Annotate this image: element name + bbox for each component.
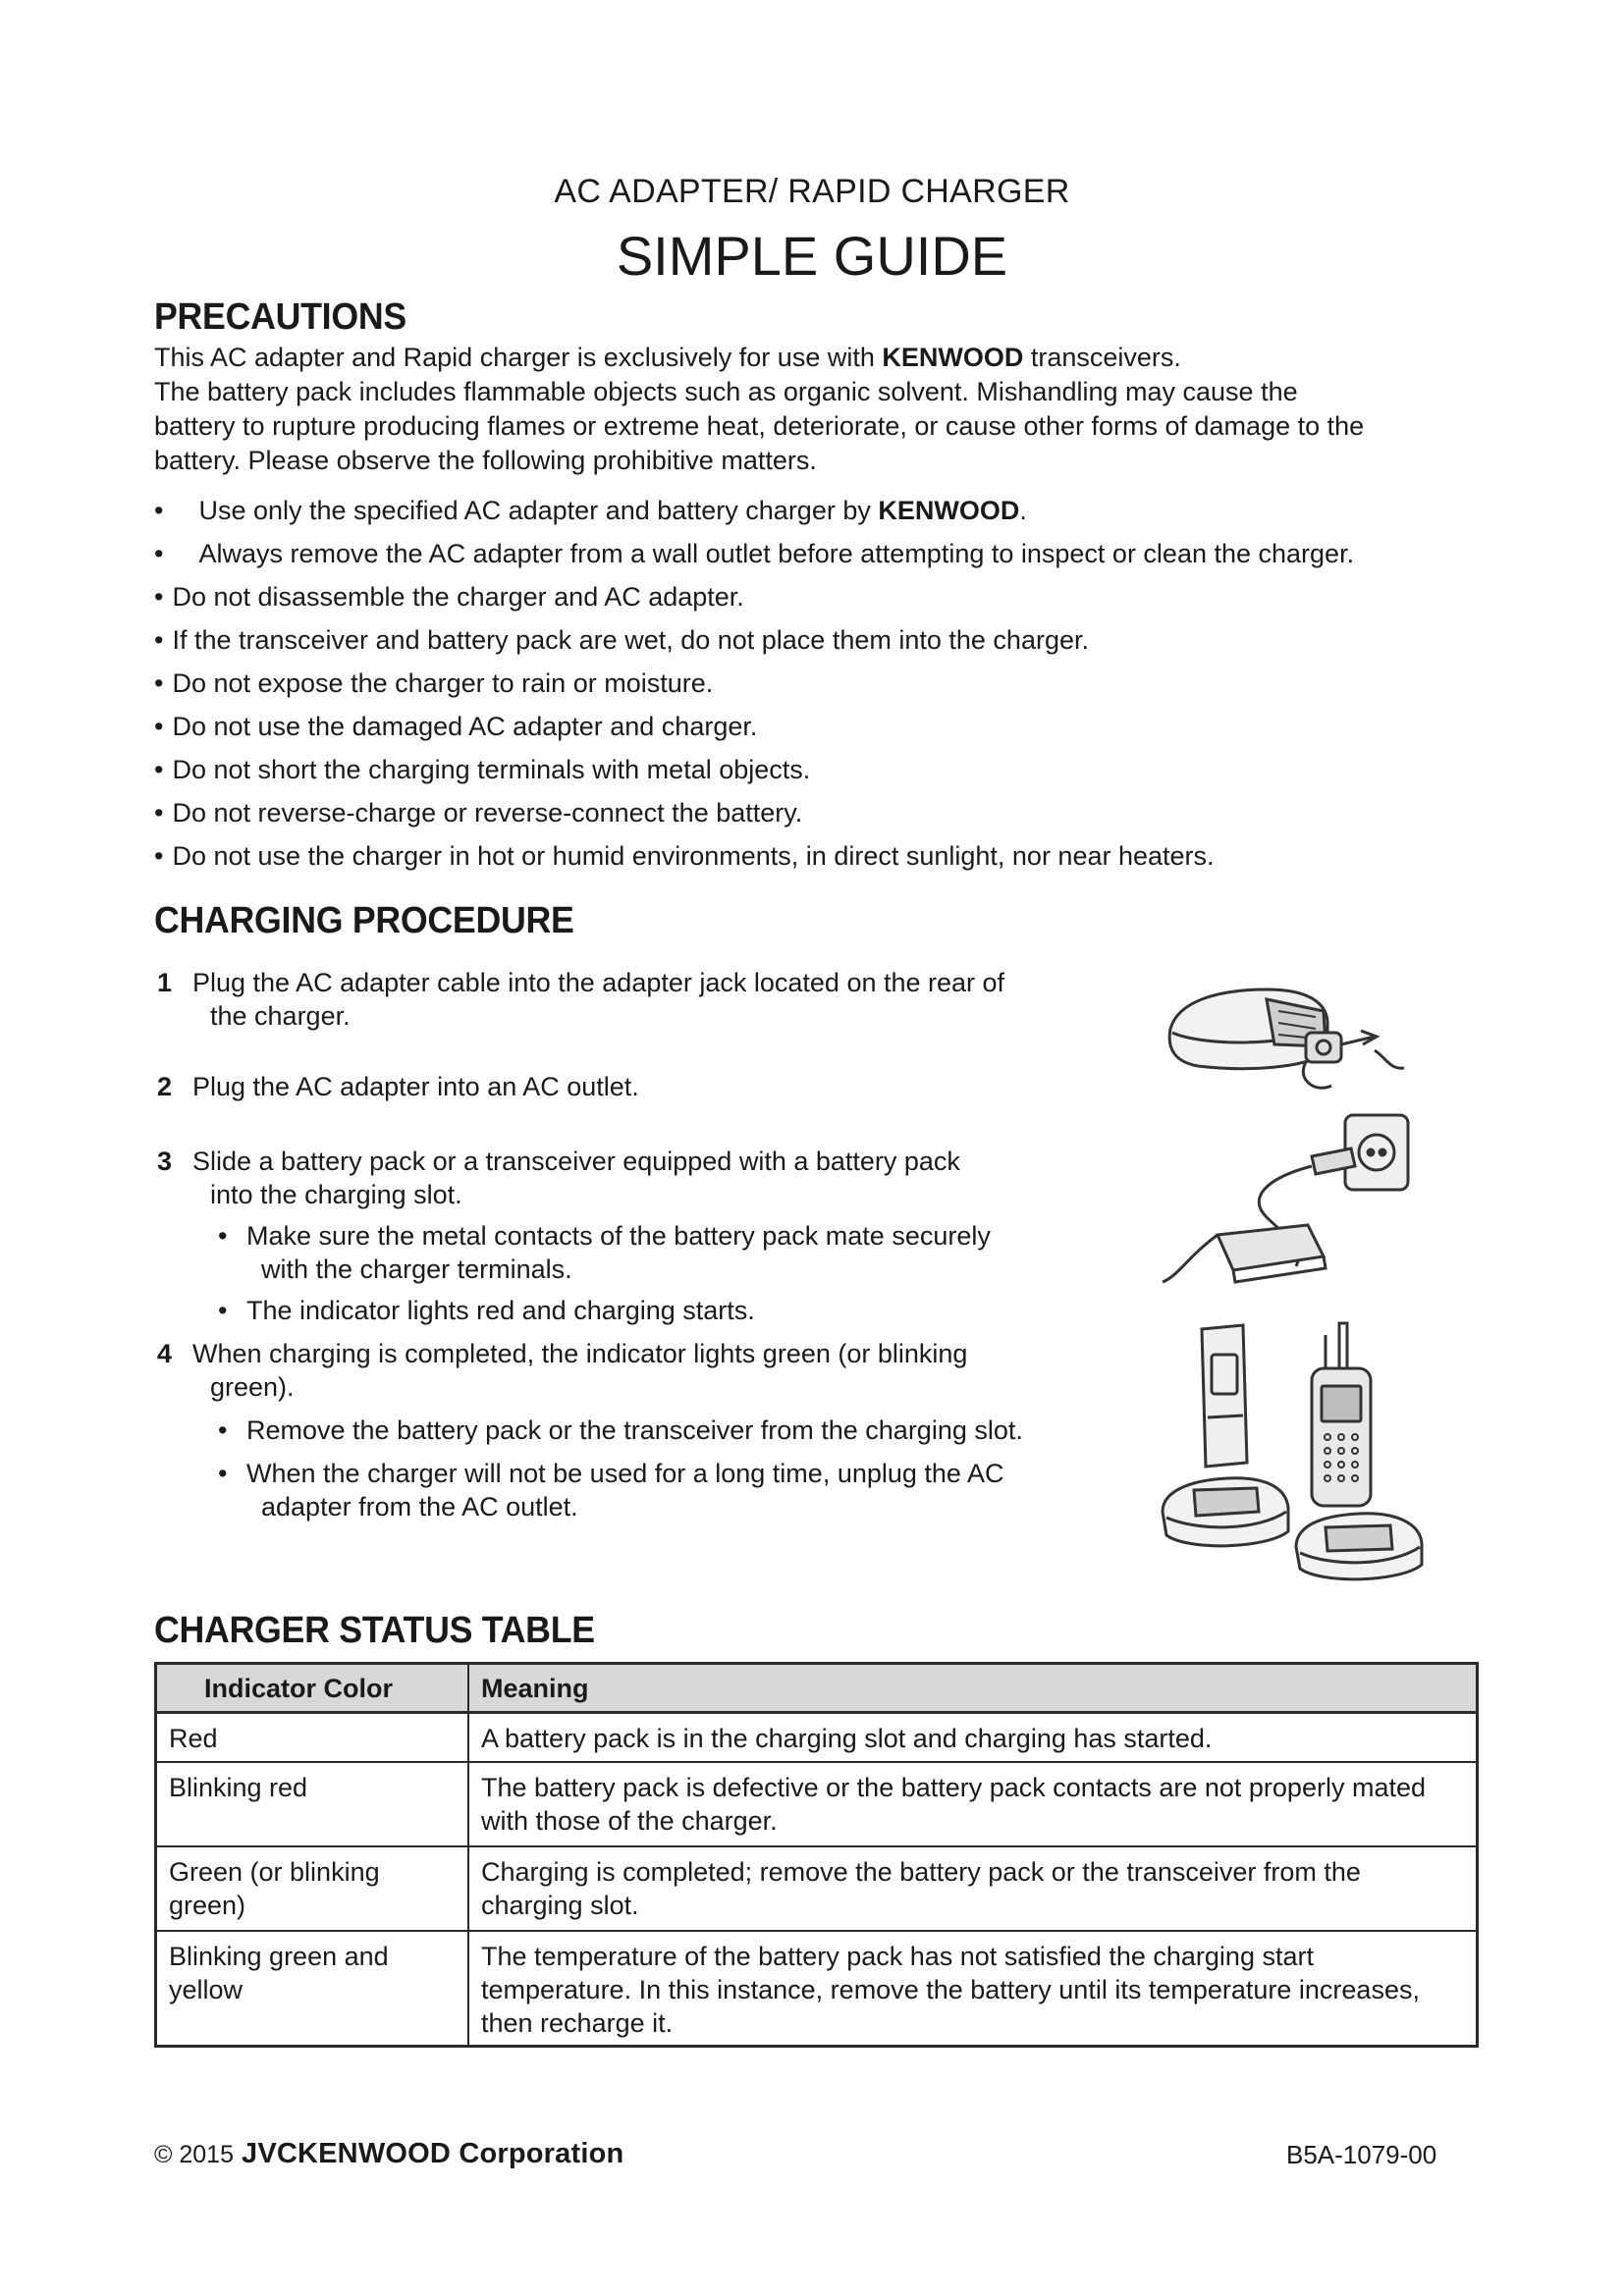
intro-line: This AC adapter and Rapid charger is exclusively for use with KENWOOD transceivers.: [154, 343, 1181, 372]
table-row: [157, 1714, 1476, 1763]
step-number: 4: [157, 1339, 173, 1368]
list-item: • Always remove the AC adapter from a wall outlet before attempting to inspect or clean the charger.: [154, 539, 1355, 568]
precautions-heading: PRECAUTIONS: [154, 296, 406, 338]
meaning-cell: The battery pack is defective or the battery pack contacts are not properly mated with those of the charger.: [481, 1773, 1426, 1836]
footer-copyright: [154, 2138, 623, 2170]
list-item: • If the transceiver and battery pack are wet, do not place them into the charger.: [154, 625, 1089, 655]
column-header-meaning: Meaning: [481, 1674, 589, 1703]
ac-adapter-illustration: [1159, 1109, 1424, 1325]
document-title: SIMPLE GUIDE: [616, 225, 1008, 287]
meaning-cell: A battery pack is in the charging slot and charging has started.: [481, 1724, 1213, 1753]
table-header: [157, 1665, 1476, 1714]
para-line: The battery pack includes flammable objects such as organic solvent. Mishandling may cause the: [154, 377, 1298, 406]
document-code: B5A-1079-00: [1286, 2140, 1437, 2169]
meaning-cell: The temperature of the battery pack has not satisfied the charging start temperature. In this instance, remove the battery until its temperature increases, then recharge it.: [481, 1942, 1420, 2038]
indicator-color-cell: Red: [169, 1724, 218, 1753]
list-item: • Do not short the charging terminals with metal objects.: [154, 755, 811, 784]
document-subtitle: AC ADAPTER/ RAPID CHARGER: [554, 173, 1070, 210]
para-line: battery. Please observe the following prohibitive matters.: [154, 446, 817, 475]
precautions-intro: [154, 341, 1489, 478]
step-number: 3: [157, 1147, 173, 1176]
status-table-heading: CHARGER STATUS TABLE: [154, 1610, 595, 1651]
step-number: 1: [157, 968, 173, 997]
column-header-indicator: Indicator Color: [204, 1674, 394, 1703]
indicator-color-cell: Blinking green and yellow: [169, 1942, 389, 2004]
procedure-steps: 1 Plug the AC adapter cable into the adapter jack located on the rear of the charger. 2 Plug the AC adapter into an AC outlet. 3 Slide a battery pack or a transceiver equipped with a battery pack into the charging slot. • Make sure the metal contacts of the battery pack mate securely with the charger terminals. • The indicator lights red and charging starts. 4 When charging is completed, the indicator lights green (or blinking green). • Remove the battery pack or the transceiver from the charging slot. • When the charger will not be used for a long time, unplug the AC adapter from the AC outlet.: [157, 968, 1023, 1522]
brand-name: KENWOOD: [878, 496, 1020, 525]
charging-stand-illustration: [1149, 1315, 1434, 1590]
table-row: [157, 1763, 1476, 1847]
para-line: battery to rupture producing flames or extreme heat, deteriorate, or cause other forms of damage to the: [154, 411, 1365, 441]
step-number: 2: [157, 1072, 173, 1101]
table-row: [157, 1847, 1476, 1932]
meaning-cell: Charging is completed; remove the battery pack or the transceiver from the charging slot.: [481, 1857, 1361, 1920]
indicator-color-cell: Green (or blinking green): [169, 1857, 380, 1920]
list-item: • Do not reverse-charge or reverse-connect the battery.: [154, 798, 803, 828]
list-item: • Do not use the charger in hot or humid environments, in direct sunlight, nor near heaters.: [154, 841, 1215, 871]
list-item: • Do not expose the charger to rain or moisture.: [154, 668, 714, 698]
copyright-year: © 2015: [154, 2141, 234, 2168]
table-row: [157, 1932, 1476, 2045]
list-item: • Do not disassemble the charger and AC adapter.: [154, 582, 744, 612]
brand-name: KENWOOD: [882, 343, 1024, 372]
procedure-heading: CHARGING PROCEDURE: [154, 900, 574, 941]
indicator-color-cell: Blinking red: [169, 1773, 308, 1802]
list-item: • Use only the specified AC adapter and battery charger by KENWOOD.: [154, 496, 1027, 525]
charger-adapter-illustration: [1159, 972, 1414, 1099]
list-item: • Do not use the damaged AC adapter and charger.: [154, 712, 758, 741]
corporation-name: JVCKENWOOD Corporation: [241, 2138, 624, 2169]
charger-status-table: [154, 1662, 1479, 2048]
